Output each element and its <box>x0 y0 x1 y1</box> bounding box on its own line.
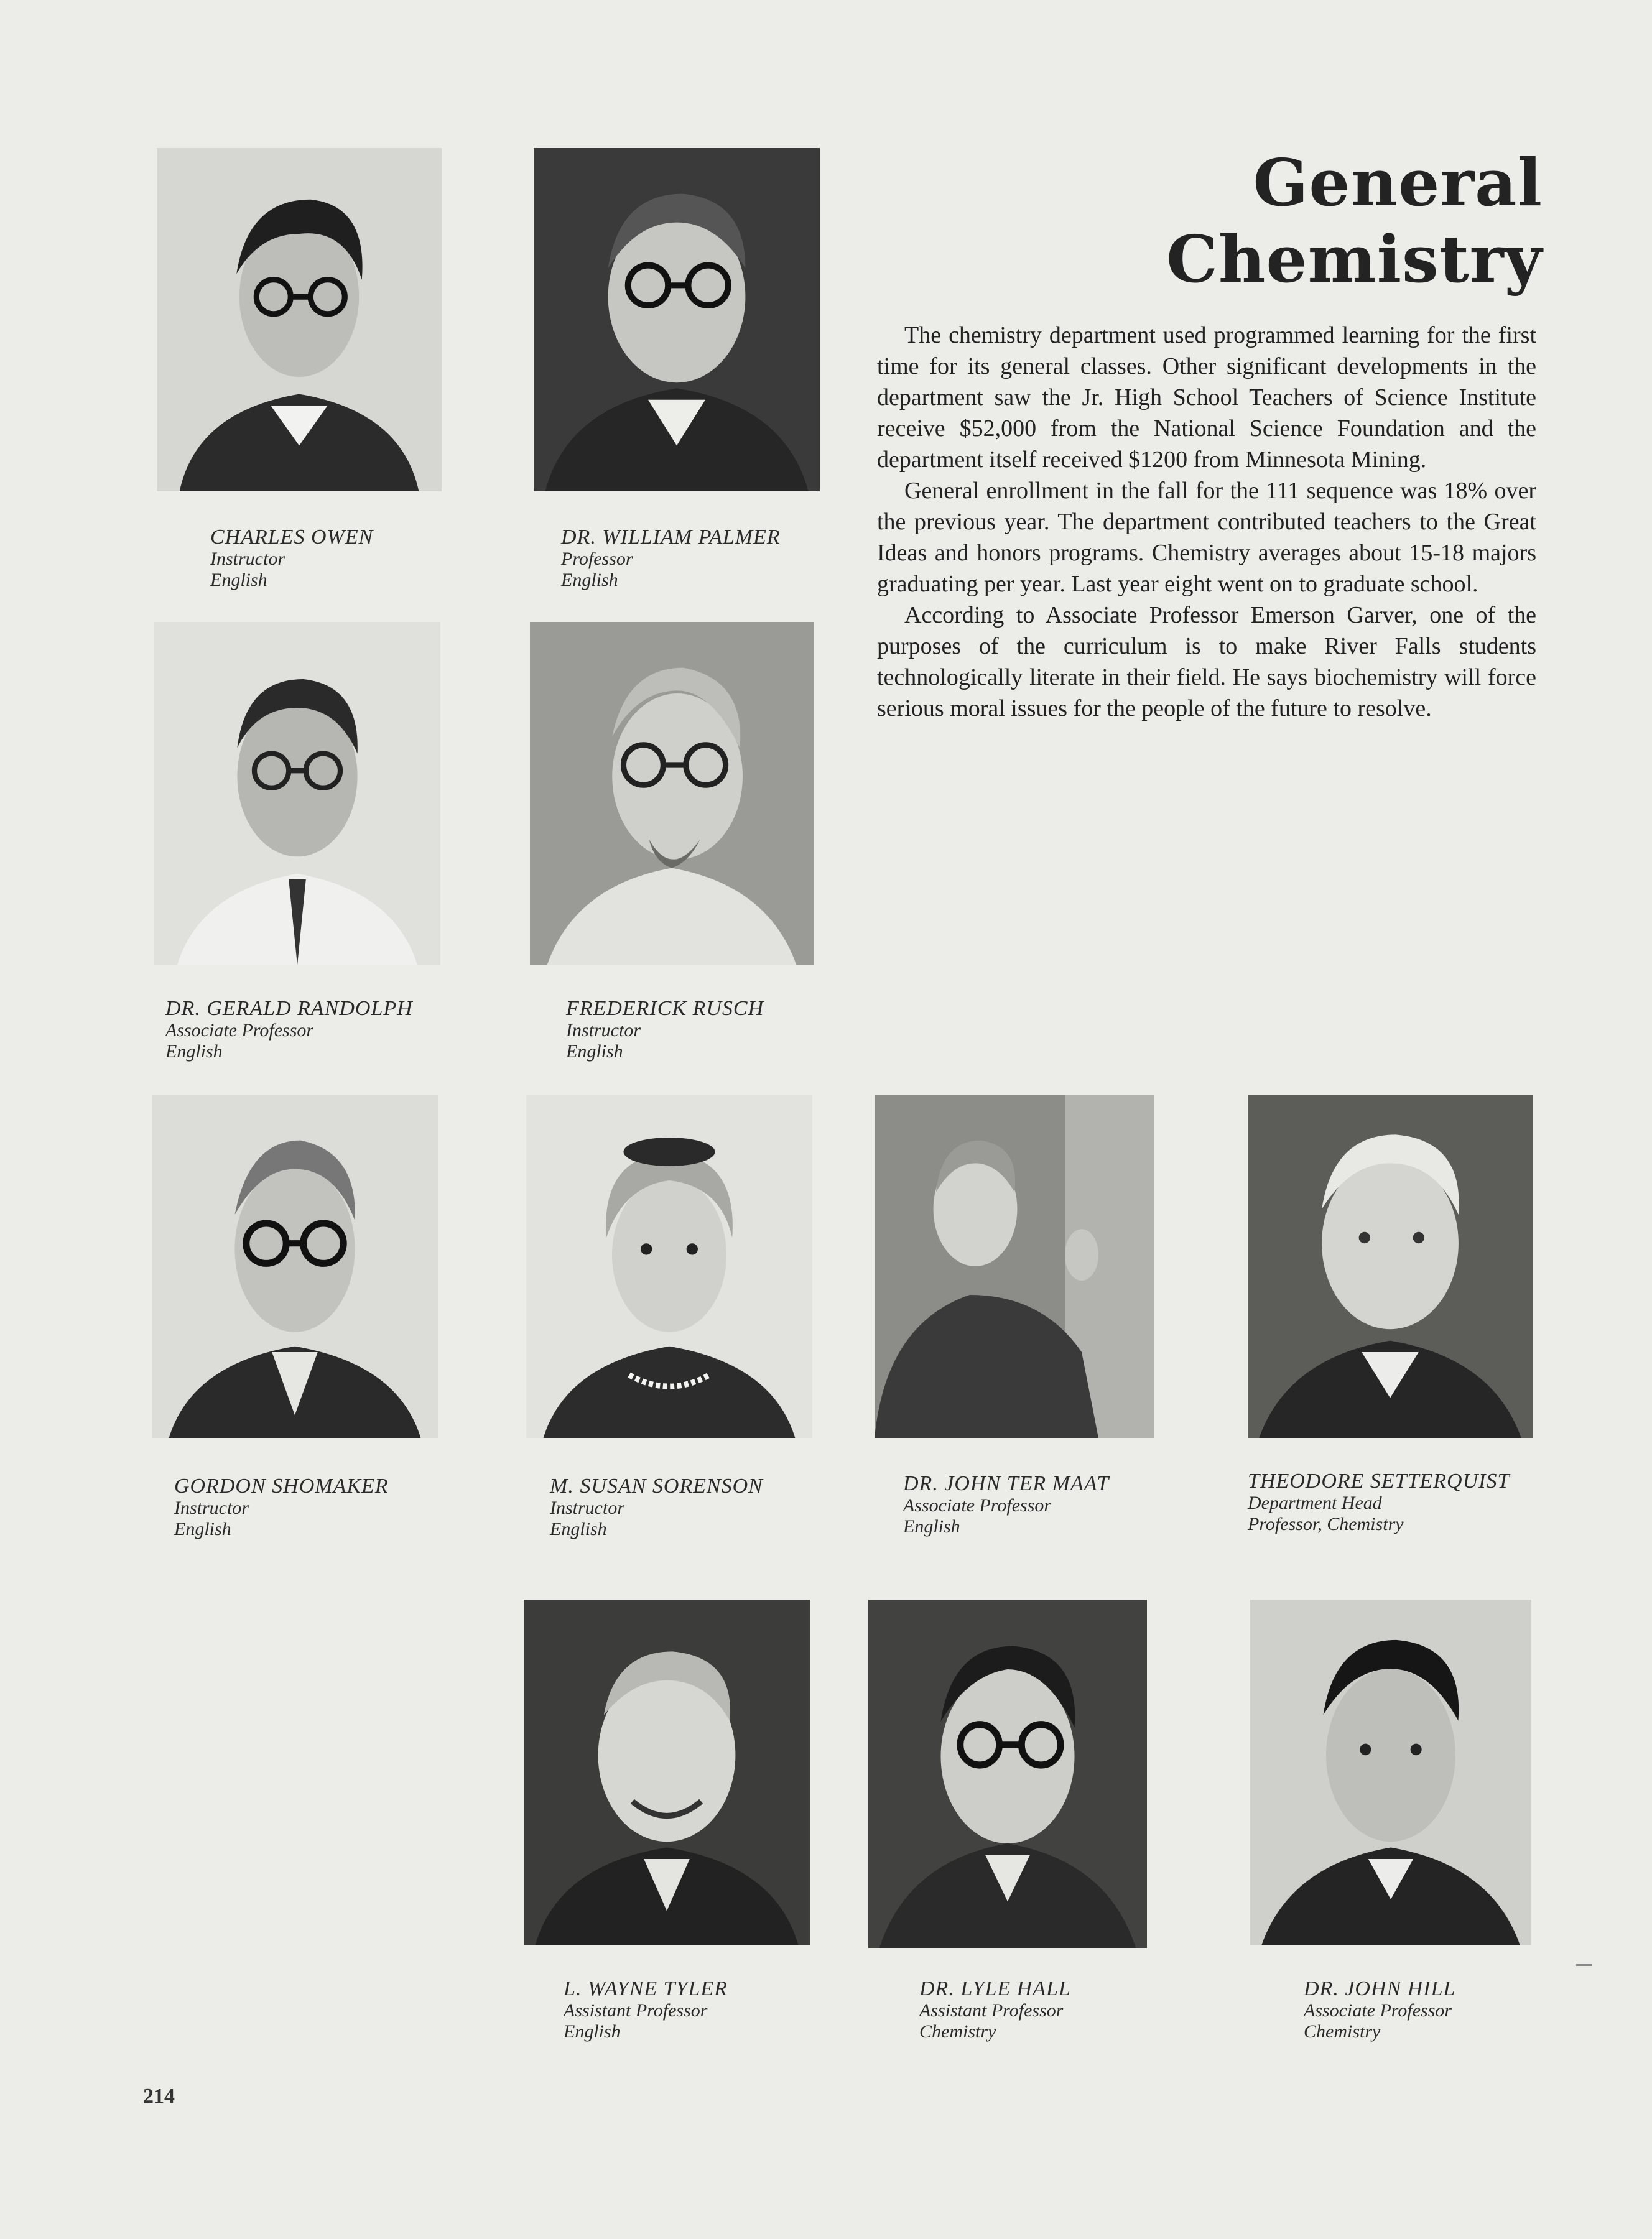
faculty-caption <box>174 1475 473 1540</box>
faculty-portrait <box>154 622 440 965</box>
faculty-department: English <box>566 1041 623 1062</box>
faculty-title: Associate Professor <box>1304 2000 1452 2021</box>
faculty-name: DR. WILLIAM PALMER <box>561 526 781 549</box>
portrait-image <box>157 148 442 491</box>
faculty-portrait <box>534 148 820 491</box>
faculty-title: Assistant Professor <box>919 2000 1064 2021</box>
margin-mark <box>1576 1964 1592 1966</box>
portrait-image <box>534 148 820 491</box>
portrait-image <box>526 1095 812 1438</box>
faculty-department: Chemistry <box>919 2021 996 2042</box>
faculty-portrait <box>526 1095 812 1438</box>
faculty-name: L. WAYNE TYLER <box>564 1977 728 2000</box>
page-title: General Chemistry <box>1166 144 1543 297</box>
faculty-portrait <box>875 1095 1154 1438</box>
faculty-name: CHARLES OWEN <box>210 526 374 549</box>
faculty-department: Professor, Chemistry <box>1248 1514 1404 1534</box>
portrait-image <box>875 1095 1154 1438</box>
faculty-caption <box>1248 1470 1571 1535</box>
faculty-department: English <box>550 1519 607 1539</box>
faculty-title: Instructor <box>210 549 285 569</box>
faculty-department: Chemistry <box>1304 2021 1381 2042</box>
portrait-image <box>530 622 814 965</box>
faculty-caption <box>919 1978 1218 2042</box>
portrait-image <box>154 622 440 965</box>
faculty-title: Associate Professor <box>903 1495 1052 1516</box>
faculty-department: English <box>564 2021 621 2042</box>
faculty-name: DR. LYLE HALL <box>919 1977 1071 2000</box>
faculty-portrait <box>152 1095 438 1438</box>
faculty-name: FREDERICK RUSCH <box>566 997 764 1020</box>
faculty-department: English <box>210 570 267 590</box>
faculty-title: Associate Professor <box>165 1020 314 1041</box>
faculty-caption <box>550 1475 848 1540</box>
faculty-department: English <box>165 1041 223 1062</box>
faculty-caption <box>210 526 509 591</box>
faculty-portrait <box>157 148 442 491</box>
faculty-caption <box>564 1978 862 2042</box>
faculty-department: English <box>903 1516 960 1537</box>
faculty-title: Instructor <box>550 1498 624 1518</box>
faculty-title: Professor <box>561 549 633 569</box>
faculty-title: Assistant Professor <box>564 2000 708 2021</box>
faculty-caption <box>561 526 860 591</box>
faculty-name: M. SUSAN SORENSON <box>550 1475 763 1498</box>
faculty-department: English <box>561 570 618 590</box>
faculty-name: DR. JOHN HILL <box>1304 1977 1456 2000</box>
article-text <box>877 320 1536 724</box>
faculty-department: English <box>174 1519 231 1539</box>
faculty-portrait <box>524 1600 810 1945</box>
portrait-image <box>1248 1095 1533 1438</box>
faculty-name: DR. GERALD RANDOLPH <box>165 997 413 1020</box>
page-number: 214 <box>143 2085 175 2108</box>
faculty-name: DR. JOHN TER MAAT <box>903 1472 1110 1495</box>
faculty-name: THEODORE SETTERQUIST <box>1248 1470 1510 1493</box>
faculty-caption <box>566 998 865 1062</box>
portrait-image <box>524 1600 810 1945</box>
article-paragraph: General enrollment in the fall for the 111 sequence was 18% over the previous year. The department contributed teachers to the Great Ideas and honors programs. Chemistry averages about 15-18 majors graduating per year. Last year eight went on to graduate school. <box>877 478 1536 597</box>
faculty-title: Instructor <box>566 1020 641 1041</box>
article-paragraph: According to Associate Professor Emerson Garver, one of the purposes of the curriculum is to make River Falls students technologically literate in their field. He says biochemistry will force serious moral issues for the people of the future to resolve. <box>877 602 1536 721</box>
portrait-image <box>152 1095 438 1438</box>
faculty-portrait <box>868 1600 1147 1948</box>
faculty-caption <box>165 998 464 1062</box>
faculty-title: Instructor <box>174 1498 249 1518</box>
faculty-portrait <box>1250 1600 1531 1945</box>
faculty-name: GORDON SHOMAKER <box>174 1475 389 1498</box>
faculty-caption <box>1304 1978 1602 2042</box>
portrait-image <box>868 1600 1147 1948</box>
portrait-image <box>1250 1600 1531 1945</box>
faculty-title: Department Head <box>1248 1493 1382 1513</box>
faculty-portrait <box>1248 1095 1533 1438</box>
article-paragraph: The chemistry department used programmed learning for the first time for its general classes. Other significant developments in the department saw the Jr. High School Teachers of Science Institute receive $52,000 from the National Science Foundation and the department itself received $1200 from Minnesota Mining. <box>877 322 1536 473</box>
faculty-portrait <box>530 622 814 965</box>
faculty-caption <box>903 1473 1202 1537</box>
